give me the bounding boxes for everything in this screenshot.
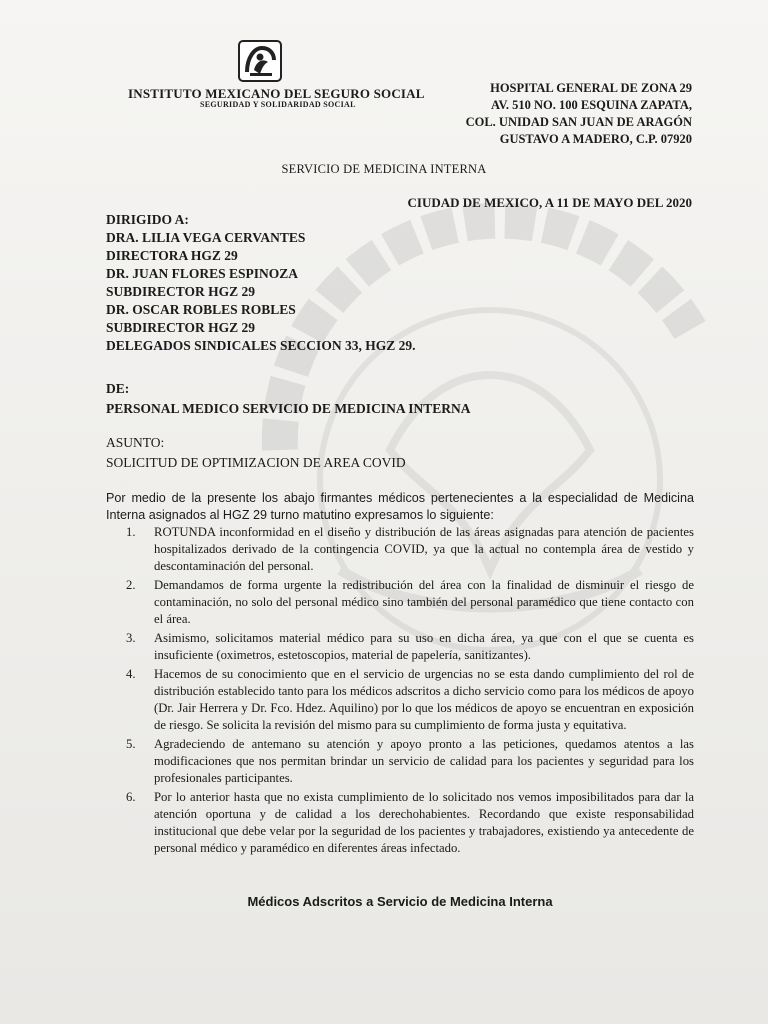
from-label: DE: xyxy=(106,381,130,396)
recipients-block xyxy=(106,211,415,355)
address-line: COL. UNIDAD SAN JUAN DE ARAGÓN xyxy=(465,115,692,129)
subject-label: ASUNTO: xyxy=(106,435,165,450)
from-block xyxy=(106,379,470,419)
subject-value: SOLICITUD DE OPTIMIZACION DE AREA COVID xyxy=(106,455,406,470)
points-list xyxy=(126,524,694,859)
institution-name: INSTITUTO MEXICANO DEL SEGURO SOCIAL xyxy=(128,86,425,101)
subject-block xyxy=(106,433,406,473)
item-number: 3. xyxy=(126,631,136,645)
item-number: 1. xyxy=(126,525,136,539)
address-line: HOSPITAL GENERAL DE ZONA 29 xyxy=(490,81,692,95)
date-line: CIUDAD DE MEXICO, A 11 DE MAYO DEL 2020 xyxy=(407,195,692,210)
from-value: PERSONAL MEDICO SERVICIO DE MEDICINA INTERNA xyxy=(106,401,471,416)
item-text: ROTUNDA inconformidad en el diseño y distribución de las áreas asignadas para atención de pacientes hospitalizados derivado de la contingencia COVID, ya que la actual no contempla área de vestido y descontaminación del personal. xyxy=(154,525,694,573)
item-text: Hacemos de su conocimiento que en el servicio de urgencias no se esta dando cumplimiento del rol de distribución establecido tanto para los médicos adscritos a dicho servicio como para los médicos de apoyo (Dr. Jair Herrera y Dr. Fco. Hdez. Aquilino) por lo que los médicos de apoyo se encuentran en exposición de riesgo. Se solicita la revisión del mismo para su cumplimiento de forma justa y equitativa. xyxy=(154,667,694,732)
item-number: 2. xyxy=(126,578,136,592)
item-number: 4. xyxy=(126,667,136,681)
list-item xyxy=(126,789,694,857)
list-item xyxy=(126,630,694,664)
recipients-label: DIRIGIDO A: xyxy=(106,212,189,227)
item-text: Por lo anterior hasta que no exista cumplimiento de lo solicitado nos vemos imposibilitados para dar la atención oportuna y de calidad a los derechohabientes. Recordando que existe responsabilidad institucional que debe velar por la seguridad de los pacientes y trabajadores, existiendo ya antecedente de personal médico y paramédico en diferentes áreas infectado. xyxy=(154,790,694,855)
list-item xyxy=(126,736,694,787)
imss-eagle-logo-icon xyxy=(238,40,282,82)
recipient-line: DIRECTORA HGZ 29 xyxy=(106,248,238,263)
recipient-line: SUBDIRECTOR HGZ 29 xyxy=(106,284,256,299)
item-text: Agradeciendo de antemano su atención y apoyo pronto a las peticiones, quedamos atentos a las modificaciones que nos permitan brindar un servicio de calidad para los pacientes y seguridad para los profesionales participantes. xyxy=(154,737,694,785)
address-line: AV. 510 NO. 100 ESQUINA ZAPATA, xyxy=(491,98,692,112)
list-item xyxy=(126,524,694,575)
service-title: SERVICIO DE MEDICINA INTERNA xyxy=(281,162,487,176)
recipient-line: DR. JUAN FLORES ESPINOZA xyxy=(106,266,299,281)
institution-motto: SEGURIDAD Y SOLIDARIDAD SOCIAL xyxy=(200,100,356,109)
address-line: GUSTAVO A MADERO, C.P. 07920 xyxy=(499,132,692,146)
list-item xyxy=(126,666,694,734)
signature-line: Médicos Adscritos a Servicio de Medicina Interna xyxy=(247,894,553,909)
recipient-line: DR. OSCAR ROBLES ROBLES xyxy=(106,302,296,317)
intro-paragraph: Por medio de la presente los abajo firmantes médicos pertenecientes a la especialidad de Medicina Interna asignados al HGZ 29 turno matutino expresamos lo siguiente: xyxy=(106,491,694,522)
recipient-line: DELEGADOS SINDICALES SECCION 33, HGZ 29. xyxy=(106,338,416,353)
item-number: 5. xyxy=(126,737,136,751)
hospital-address xyxy=(466,80,692,148)
recipient-line: SUBDIRECTOR HGZ 29 xyxy=(106,320,256,335)
item-text: Asimismo, solicitamos material médico para su uso en dicha área, ya que con el que se cuenta es insuficiente (oximetros, estetoscopios, material de papelería, sanitizantes). xyxy=(154,631,694,662)
item-text: Demandamos de forma urgente la redistribución del área con la finalidad de disminuir el riesgo de contaminación, no solo del personal médico sino también del personal paramédico que tiene contacto con el área. xyxy=(154,578,694,626)
list-item xyxy=(126,577,694,628)
item-number: 6. xyxy=(126,790,136,804)
recipient-line: DRA. LILIA VEGA CERVANTES xyxy=(106,230,306,245)
